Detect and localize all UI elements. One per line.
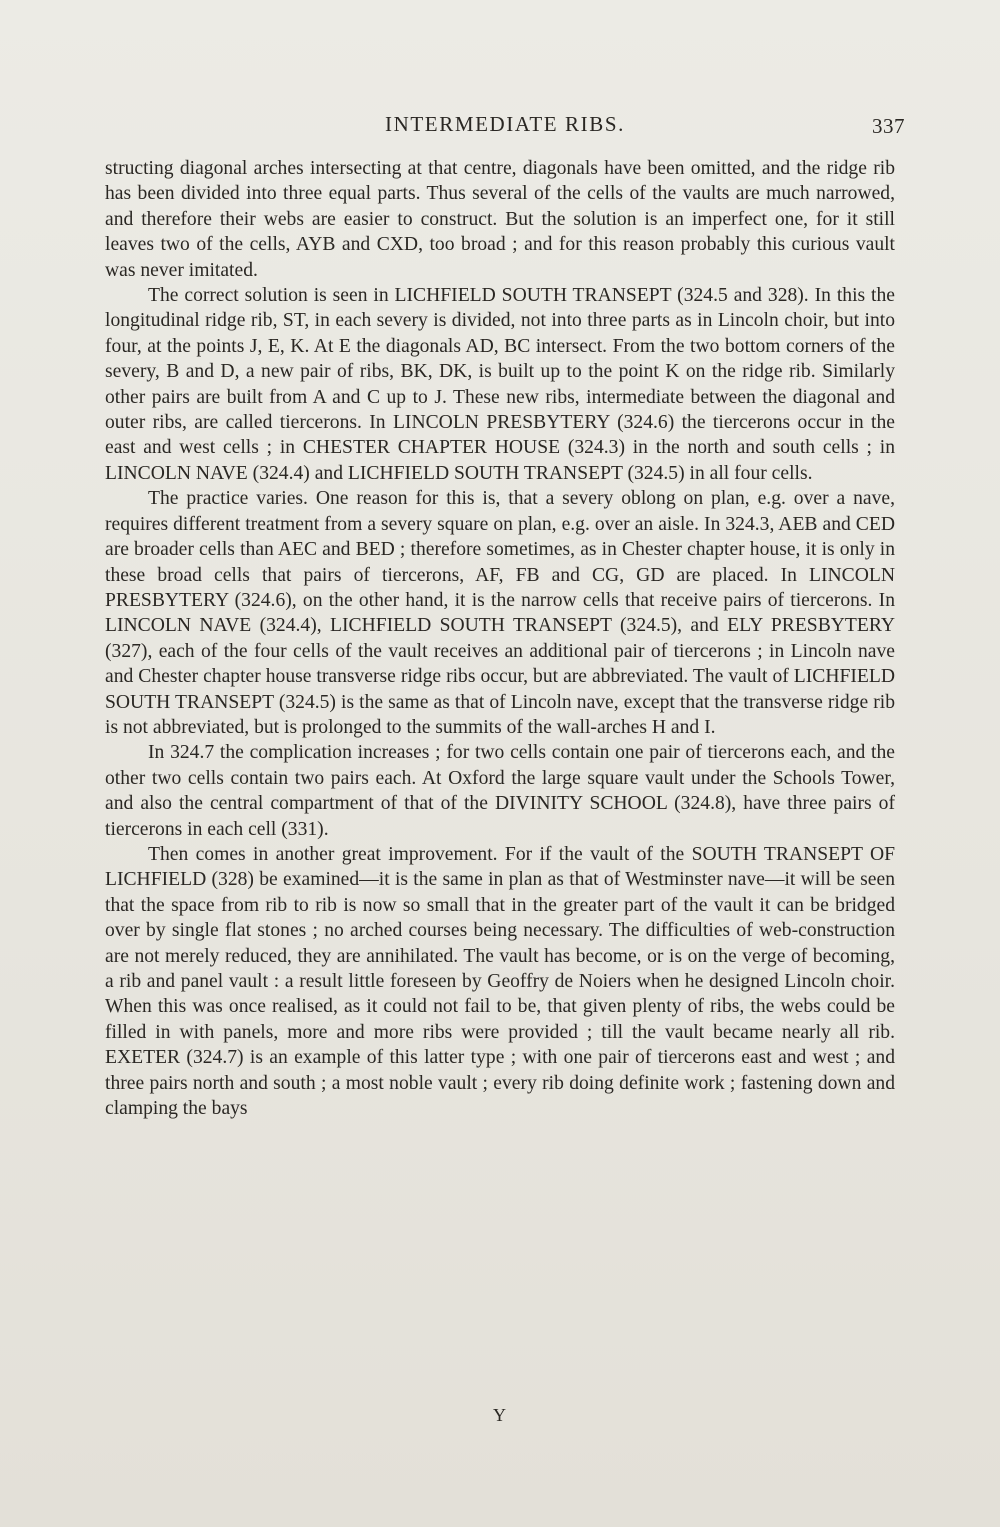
paragraph-2: The correct solution is seen in LICHFIELD SOUTH TRANSEPT (324.5 and 328). In this the longitudinal ridge rib, ST, in each severy is divided, not into three parts as in Lincoln choir, but into four, at the points J, E, K. At E the diagonals AD, BC intersect. From the two bottom corners of the severy, B and D, a new pair of ribs, BK, DK, is built up to the point K on the ridge rib. Similarly other pairs are built from A and C up to J. These new ribs, intermediate between the diagonal and outer ribs, are called tiercerons. In LINCOLN PRESBYTERY (324.6) the tiercerons occur in the east and west cells ; in CHESTER CHAPTER HOUSE (324.3) in the north and south cells ; in LINCOLN NAVE (324.4) and LICHFIELD SOUTH TRANSEPT (324.5) in all four cells. bbox=[105, 285, 895, 484]
page-number: 337 bbox=[872, 114, 905, 138]
running-title: INTERMEDIATE RIBS. bbox=[385, 112, 625, 136]
body-text bbox=[105, 156, 895, 1121]
running-head bbox=[105, 112, 905, 142]
paragraph-3: The practice varies. One reason for this is, that a severy oblong on plan, e.g. over a nave, requires different treatment from a severy square on plan, e.g. over an aisle. In 324.3, AEB and CED are broader cells than AEC and BED ; therefore sometimes, as in Chester chapter house, it is only in these broad cells that pairs of tiercerons, AF, FB and CG, GD are placed. In LINCOLN PRESBYTERY (324.6), on the other hand, it is the narrow cells that receive pairs of tiercerons. In LINCOLN NAVE (324.4), LICHFIELD SOUTH TRANSEPT (324.5), and ELY PRESBYTERY (327), each of the four cells of the vault receives an additional pair of tiercerons ; in Lincoln nave and Chester chapter house transverse ridge ribs occur, but are abbreviated. The vault of LICHFIELD SOUTH TRANSEPT (324.5) is the same as that of Lincoln nave, except that the transverse ridge rib is not abbreviated, but is prolonged to the summits of the wall-arches H and I. bbox=[105, 488, 895, 738]
paragraph-4: In 324.7 the complication increases ; for two cells contain one pair of tiercerons each, and the other two cells contain two pairs each. At Oxford the large square vault under the Schools Tower, and also the central compartment of that of the DIVINITY SCHOOL (324.8), have three pairs of tiercerons in each cell (331). bbox=[105, 742, 895, 840]
paragraph-1: structing diagonal arches intersecting at that centre, diagonals have been omitted, and the ridge rib has been divided into three equal parts. Thus several of the cells of the vaults are much narrowed, and therefore their webs are easier to construct. But the solution is an imperfect one, for it still leaves two of the cells, AYB and CXD, too broad ; and for this reason probably this curious vault was never imitated. bbox=[105, 158, 895, 281]
paragraph-5: Then comes in another great improvement. For if the vault of the SOUTH TRANSEPT OF LICHFIELD (328) be examined—it is the same in plan as that of Westminster nave—it will be seen that the space from rib to rib is now so small that in the greater part of the vault it can be bridged over by single flat stones ; no arched courses being necessary. The difficulties of web-construction are not merely reduced, they are annihilated. The vault has become, or is on the verge of becoming, a rib and panel vault : a result little foreseen by Geoffry de Noiers when he designed Lincoln choir. When this was once realised, as it could not fail to be, that given plenty of ribs, the webs could be filled in with panels, more and more ribs were provided ; till the vault became nearly all rib. EXETER (324.7) is an example of this latter type ; with one pair of tiercerons east and west ; and three pairs north and south ; a most noble vault ; every rib doing definite work ; fastening down and clamping the bays bbox=[105, 843, 895, 1120]
signature-mark: Y bbox=[493, 1405, 507, 1425]
